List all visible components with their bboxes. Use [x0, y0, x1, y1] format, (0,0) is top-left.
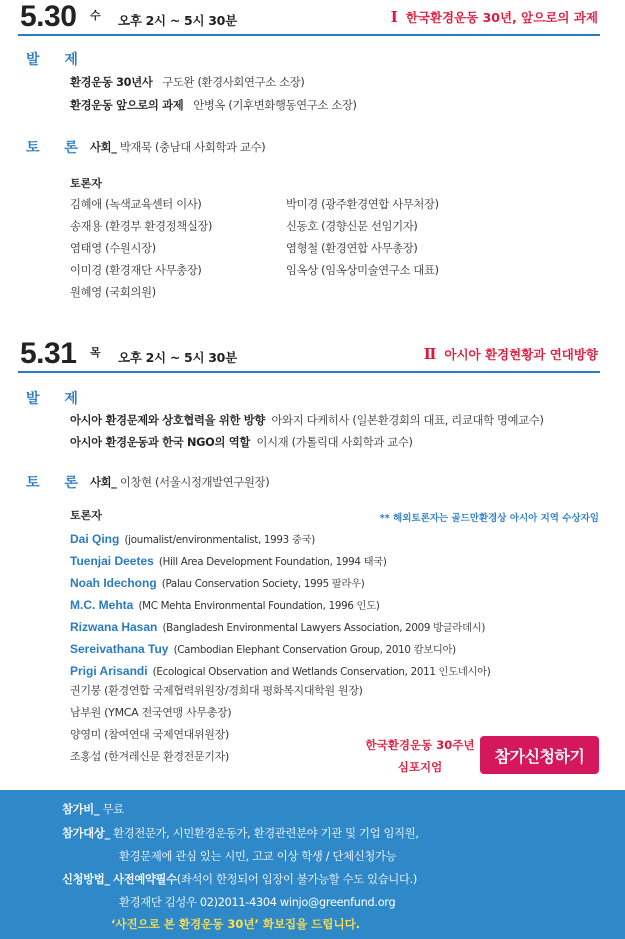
day1-weekday: 수 — [90, 9, 101, 22]
day1-header — [20, 0, 76, 34]
panelist: 원혜영 (국회의원) — [70, 286, 156, 299]
panelist: 염형철 (환경연합 사무총장) — [286, 242, 418, 255]
presentation-speaker: 이시재 (가톨릭대 사회학과 교수) — [256, 436, 413, 449]
day1-presentation-label: 발 제 — [26, 52, 88, 68]
presentation-speaker: 안병옥 (기후변화행동연구소 소장) — [193, 99, 357, 112]
panelist-name: Noah Idechong — [70, 576, 157, 590]
method-label: 신청방법_ — [62, 873, 110, 886]
panelist: 양영미 (참여연대 국제연대위원장) — [70, 728, 229, 741]
panelist: 남부원 (YMCA 전국연맹 사무총장) — [70, 706, 232, 719]
panelist-name: Prigi Arisandi — [70, 664, 148, 678]
day2-discussion-label: 토 론 — [26, 475, 88, 491]
day1-discussion-label: 토 론 — [26, 140, 88, 156]
moderator-name: 박재묵 (충남대 사회학과 교수) — [119, 141, 266, 154]
panelist: 김혜애 (녹색교육센터 이사) — [70, 198, 202, 211]
contact-info: 환경재단 김성우 02)2011-4304 winjo@greenfund.org — [119, 896, 396, 909]
day2-divider — [18, 371, 600, 373]
symposium-line-2: 심포지엄 — [397, 760, 443, 774]
moderator-label: 사회_ — [90, 476, 117, 489]
panelist: 조홍섭 (한겨레신문 환경전문기자) — [70, 750, 229, 763]
gift-notice: ‘사진으로 본 환경운동 30년’ 화보집을 드립니다. — [111, 917, 361, 931]
presentation-topic: 아시아 환경문제와 상호협력을 위한 방향 — [70, 414, 265, 427]
day1-moderator — [90, 139, 265, 155]
presentation-speaker: 구도완 (환경사회연구소 소장) — [162, 76, 305, 89]
foreign-panelist — [70, 616, 485, 635]
apply-button[interactable]: 참가신청하기 — [480, 736, 599, 774]
day2-header — [20, 337, 76, 371]
day2-moderator — [90, 474, 269, 490]
panelist-name: Tuenjai Deetes — [70, 554, 154, 568]
day2-session-num: Ⅱ — [423, 345, 437, 363]
panelist-detail: (Palau Conservation Society, 1995 팔라우) — [161, 578, 365, 590]
foreign-panelist — [70, 660, 491, 679]
day2-presentation-2 — [70, 434, 413, 450]
day1-time: 오후 2시 ~ 5시 30분 — [118, 13, 237, 28]
target-value-1: 환경전문가, 시민환경운동가, 환경관련분야 기관 및 기업 임직원, — [113, 827, 419, 840]
panelist-name: M.C. Mehta — [70, 598, 134, 612]
panelist: 박미경 (광주환경연합 사무처장) — [286, 198, 439, 211]
panelist-detail: (Hill Area Development Foundation, 1994 태국) — [158, 556, 387, 568]
fee-line — [62, 801, 124, 817]
target-line — [62, 825, 419, 841]
day1-session-name: 한국환경운동 30년, 앞으로의 과제 — [405, 10, 598, 25]
day2-panel-label: 토론자 — [70, 509, 102, 522]
panelist: 염태영 (수원시장) — [70, 242, 156, 255]
day1-presentation-1 — [70, 74, 304, 90]
foreign-panelist — [70, 572, 364, 591]
day1-session-title — [391, 8, 598, 26]
day1-panel-label: 토론자 — [70, 177, 102, 190]
symposium-line-1: 한국환경운동 30주년 — [365, 738, 475, 752]
foreign-panelist — [70, 528, 315, 547]
panelist-detail: (Cambodian Elephant Conservation Group, 2010 캄보디아) — [173, 644, 456, 656]
moderator-label: 사회_ — [90, 141, 117, 154]
panelist-detail: (Bangladesh Environmental Lawyers Association, 2009 방글라데시) — [162, 622, 486, 634]
panelist-name: Rizwana Hasan — [70, 620, 158, 634]
presentation-speaker: 아와지 다케히사 (일본환경회의 대표, 리쿄대학 명예교수) — [271, 414, 544, 427]
panelist: 권기붕 (환경연합 국제협력위원장/경희대 평화복지대학원 원장) — [70, 684, 363, 697]
panelist: 송재용 (환경부 환경정책실장) — [70, 220, 213, 233]
day1-date: 5.30 — [20, 0, 77, 33]
panelist-detail: (Ecological Observation and Wetlands Conservation, 2011 인도네시아) — [152, 666, 491, 678]
day2-presentation-1 — [70, 412, 544, 428]
day2-time: 오후 2시 ~ 5시 30분 — [118, 350, 237, 365]
symposium-label — [345, 734, 495, 778]
moderator-name: 이창현 (서울시정개발연구원장) — [119, 476, 270, 489]
target-label: 참가대상_ — [62, 827, 110, 840]
presentation-topic: 환경운동 30년사 — [70, 76, 153, 89]
foreign-panelist — [70, 594, 380, 613]
presentation-topic: 환경운동 앞으로의 과제 — [70, 99, 184, 112]
target-value-2: 환경문제에 관심 있는 시민, 고교 이상 학생 / 단체신청가능 — [119, 850, 397, 863]
panelist: 임옥상 (임옥상미술연구소 대표) — [286, 264, 439, 277]
panelist: 신동호 (경향신문 선임기자) — [286, 220, 418, 233]
panelist-detail: (MC Mehta Environmental Foundation, 1996 인도) — [138, 600, 380, 612]
day2-weekday: 목 — [90, 346, 101, 359]
fee-label: 참가비_ — [62, 803, 100, 816]
panelist-name: Sereivathana Tuy — [70, 642, 169, 656]
day2-date: 5.31 — [20, 337, 77, 370]
day1-presentation-2 — [70, 97, 357, 113]
day2-session-title — [424, 345, 598, 363]
panelist: 이미경 (환경재단 사무총장) — [70, 264, 202, 277]
foreign-panel-note: ** 해외토론자는 골드만환경상 아시아 지역 수상자임 — [379, 513, 599, 524]
method-required: 사전예약필수 — [113, 873, 177, 886]
method-note: (좌석이 한정되어 입장이 불가능할 수도 있습니다.) — [176, 873, 418, 886]
foreign-panelist — [70, 550, 387, 569]
presentation-topic: 아시아 환경운동과 한국 NGO의 역할 — [70, 436, 250, 449]
method-line — [62, 871, 417, 887]
fee-value: 무료 — [102, 803, 124, 816]
day1-session-num: Ⅰ — [390, 8, 398, 26]
foreign-panelist — [70, 638, 456, 657]
panelist-detail: (joumalist/environmentalist, 1993 중국) — [124, 534, 315, 546]
panelist-name: Dai Qing — [70, 532, 120, 546]
day2-session-name: 아시아 환경현황과 연대방향 — [444, 347, 598, 362]
day2-presentation-label: 발 제 — [26, 391, 88, 407]
day1-divider — [18, 34, 600, 36]
